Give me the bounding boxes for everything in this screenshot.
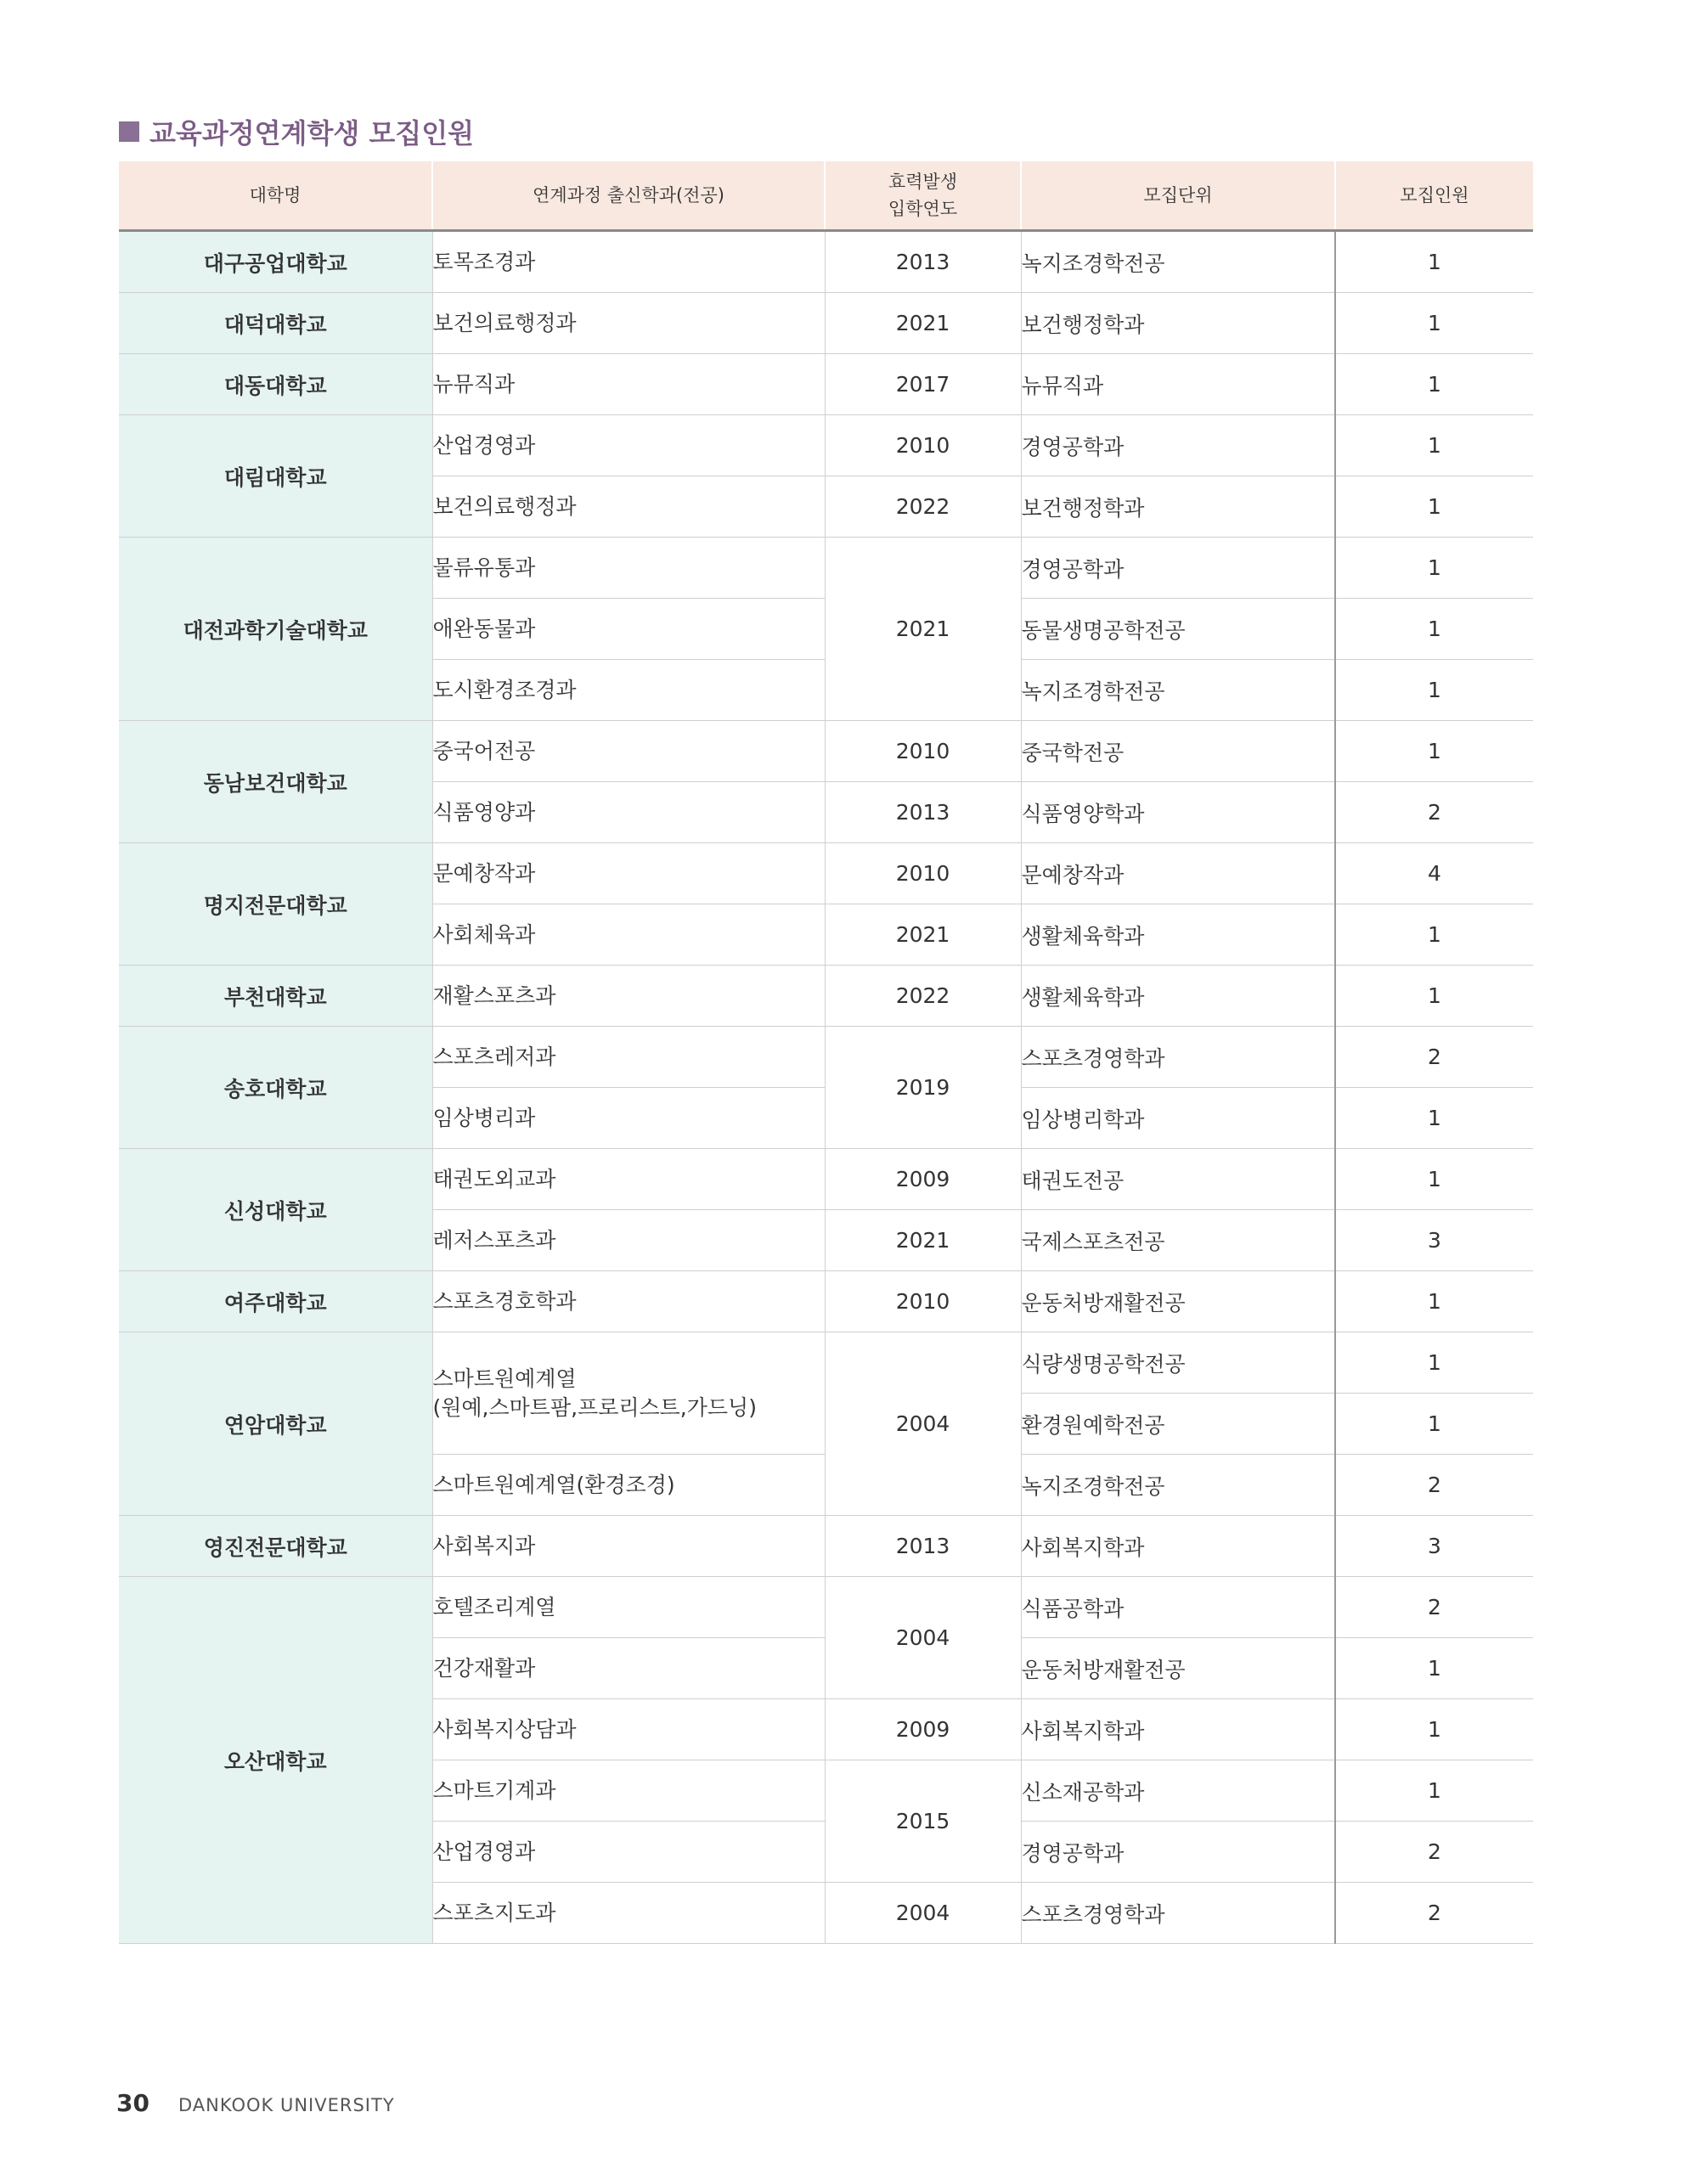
- dept-cell: 도시환경조경과: [432, 660, 825, 721]
- dept-cell: 레저스포츠과: [432, 1210, 825, 1271]
- dept-cell: 애완동물과: [432, 599, 825, 660]
- header-unit: 모집단위: [1021, 161, 1335, 231]
- unit-cell: 보건행정학과: [1021, 476, 1335, 538]
- university-cell: 대구공업대학교: [119, 231, 432, 293]
- year-cell: 2021: [825, 904, 1021, 966]
- dept-cell: 보건의료행정과: [432, 476, 825, 538]
- footer-university-name: DANKOOK UNIVERSITY: [178, 2095, 395, 2115]
- unit-cell: 식품공학과: [1021, 1577, 1335, 1638]
- unit-cell: 스포츠경영학과: [1021, 1883, 1335, 1944]
- count-cell: 1: [1335, 1271, 1533, 1332]
- count-cell: 3: [1335, 1516, 1533, 1577]
- dept-cell: 스포츠지도과: [432, 1883, 825, 1944]
- dept-cell: 문예창작과: [432, 843, 825, 904]
- unit-cell: 사회복지학과: [1021, 1699, 1335, 1760]
- university-cell: 부천대학교: [119, 966, 432, 1027]
- unit-cell: 사회복지학과: [1021, 1516, 1335, 1577]
- count-cell: 1: [1335, 538, 1533, 599]
- dept-cell: 사회체육과: [432, 904, 825, 966]
- unit-cell: 동물생명공학전공: [1021, 599, 1335, 660]
- table-row: [119, 1332, 1533, 1394]
- header-university: 대학명: [119, 161, 432, 231]
- unit-cell: 보건행정학과: [1021, 293, 1335, 354]
- section-title: [119, 110, 474, 153]
- dept-cell: 호텔조리계열: [432, 1577, 825, 1638]
- recruitment-table: [119, 161, 1533, 1944]
- dept-cell: 스마트기계과: [432, 1760, 825, 1822]
- unit-cell: 경영공학과: [1021, 415, 1335, 476]
- dept-cell: 산업경영과: [432, 1822, 825, 1883]
- table-row: [119, 538, 1533, 599]
- unit-cell: 중국학전공: [1021, 721, 1335, 782]
- university-cell: 여주대학교: [119, 1271, 432, 1332]
- university-cell: 명지전문대학교: [119, 843, 432, 966]
- dept-cell: 건강재활과: [432, 1638, 825, 1699]
- count-cell: 2: [1335, 782, 1533, 843]
- count-cell: 1: [1335, 599, 1533, 660]
- year-cell: 2019: [825, 1027, 1021, 1149]
- count-cell: 1: [1335, 1332, 1533, 1394]
- table-row: [119, 231, 1533, 293]
- dept-cell: 뉴뮤직과: [432, 354, 825, 415]
- dept-cell: 사회복지과: [432, 1516, 825, 1577]
- year-cell: 2009: [825, 1149, 1021, 1210]
- year-cell: 2013: [825, 782, 1021, 843]
- page-number: 30: [116, 2089, 149, 2117]
- year-cell: 2004: [825, 1577, 1021, 1699]
- count-cell: 1: [1335, 354, 1533, 415]
- count-cell: 1: [1335, 231, 1533, 293]
- year-cell: 2010: [825, 843, 1021, 904]
- dept-line1: 스마트원예계열: [432, 1366, 577, 1391]
- count-cell: 1: [1335, 660, 1533, 721]
- university-cell: 영진전문대학교: [119, 1516, 432, 1577]
- university-cell: 대덕대학교: [119, 293, 432, 354]
- dept-cell: 보건의료행정과: [432, 293, 825, 354]
- count-cell: 2: [1335, 1822, 1533, 1883]
- university-cell: 대림대학교: [119, 415, 432, 538]
- university-cell: 대전과학기술대학교: [119, 538, 432, 721]
- dept-cell: 스마트원예계열(환경조경): [432, 1455, 825, 1516]
- university-cell: 신성대학교: [119, 1149, 432, 1271]
- year-cell: 2010: [825, 1271, 1021, 1332]
- count-cell: 2: [1335, 1883, 1533, 1944]
- count-cell: 1: [1335, 1699, 1533, 1760]
- count-cell: 1: [1335, 1760, 1533, 1822]
- header-year-line2: 입학연도: [888, 199, 958, 219]
- year-cell: 2015: [825, 1760, 1021, 1883]
- university-cell: 대동대학교: [119, 354, 432, 415]
- count-cell: 1: [1335, 476, 1533, 538]
- unit-cell: 생활체육학과: [1021, 966, 1335, 1027]
- count-cell: 1: [1335, 415, 1533, 476]
- unit-cell: 녹지조경학전공: [1021, 1455, 1335, 1516]
- page-footer: [116, 2089, 395, 2117]
- table-row: [119, 1027, 1533, 1088]
- header-count: 모집인원: [1335, 161, 1533, 231]
- dept-cell: 식품영양과: [432, 782, 825, 843]
- year-cell: 2021: [825, 538, 1021, 721]
- table-row: [119, 843, 1533, 904]
- count-cell: 1: [1335, 966, 1533, 1027]
- year-cell: 2021: [825, 1210, 1021, 1271]
- year-cell: 2022: [825, 966, 1021, 1027]
- unit-cell: 스포츠경영학과: [1021, 1027, 1335, 1088]
- year-cell: 2017: [825, 354, 1021, 415]
- unit-cell: 태권도전공: [1021, 1149, 1335, 1210]
- dept-cell: [432, 1332, 825, 1455]
- year-cell: 2009: [825, 1699, 1021, 1760]
- table-body: [119, 231, 1533, 1944]
- dept-cell: 스포츠레저과: [432, 1027, 825, 1088]
- table-row: [119, 1577, 1533, 1638]
- dept-line2: (원예,스마트팜,프로리스트,가드닝): [432, 1394, 757, 1420]
- dept-cell: 태권도외교과: [432, 1149, 825, 1210]
- count-cell: 2: [1335, 1027, 1533, 1088]
- dept-cell: 중국어전공: [432, 721, 825, 782]
- dept-cell: 재활스포츠과: [432, 966, 825, 1027]
- year-cell: 2010: [825, 415, 1021, 476]
- square-bullet-icon: [119, 121, 139, 142]
- count-cell: 1: [1335, 721, 1533, 782]
- unit-cell: 녹지조경학전공: [1021, 660, 1335, 721]
- year-cell: 2013: [825, 1516, 1021, 1577]
- header-dept: 연계과정 출신학과(전공): [432, 161, 825, 231]
- table-row: [119, 293, 1533, 354]
- table-row: [119, 966, 1533, 1027]
- unit-cell: 경영공학과: [1021, 1822, 1335, 1883]
- year-cell: 2004: [825, 1883, 1021, 1944]
- unit-cell: 신소재공학과: [1021, 1760, 1335, 1822]
- year-cell: 2022: [825, 476, 1021, 538]
- table-row: [119, 1271, 1533, 1332]
- count-cell: 1: [1335, 1638, 1533, 1699]
- count-cell: 1: [1335, 1394, 1533, 1455]
- university-cell: 송호대학교: [119, 1027, 432, 1149]
- count-cell: 1: [1335, 293, 1533, 354]
- year-cell: 2004: [825, 1332, 1021, 1516]
- dept-cell: 사회복지상담과: [432, 1699, 825, 1760]
- count-cell: 1: [1335, 904, 1533, 966]
- unit-cell: 운동처방재활전공: [1021, 1638, 1335, 1699]
- dept-cell: 산업경영과: [432, 415, 825, 476]
- university-cell: 오산대학교: [119, 1577, 432, 1944]
- table-row: [119, 1516, 1533, 1577]
- dept-cell: 물류유통과: [432, 538, 825, 599]
- unit-cell: 생활체육학과: [1021, 904, 1335, 966]
- university-cell: 연암대학교: [119, 1332, 432, 1516]
- unit-cell: 임상병리학과: [1021, 1088, 1335, 1149]
- dept-cell: 스포츠경호학과: [432, 1271, 825, 1332]
- header-year-line1: 효력발생: [888, 172, 958, 192]
- table-header-row: [119, 161, 1533, 231]
- table-row: [119, 415, 1533, 476]
- university-cell: 동남보건대학교: [119, 721, 432, 843]
- table-row: [119, 1149, 1533, 1210]
- unit-cell: 식품영양학과: [1021, 782, 1335, 843]
- unit-cell: 경영공학과: [1021, 538, 1335, 599]
- unit-cell: 운동처방재활전공: [1021, 1271, 1335, 1332]
- table-row: [119, 721, 1533, 782]
- header-year: [825, 161, 1021, 231]
- table-row: [119, 354, 1533, 415]
- unit-cell: 뉴뮤직과: [1021, 354, 1335, 415]
- unit-cell: 녹지조경학전공: [1021, 231, 1335, 293]
- unit-cell: 문예창작과: [1021, 843, 1335, 904]
- unit-cell: 식량생명공학전공: [1021, 1332, 1335, 1394]
- dept-cell: 토목조경과: [432, 231, 825, 293]
- year-cell: 2010: [825, 721, 1021, 782]
- count-cell: 2: [1335, 1577, 1533, 1638]
- count-cell: 3: [1335, 1210, 1533, 1271]
- count-cell: 1: [1335, 1149, 1533, 1210]
- section-title-text: 교육과정연계학생 모집인원: [149, 117, 475, 149]
- count-cell: 4: [1335, 843, 1533, 904]
- count-cell: 2: [1335, 1455, 1533, 1516]
- unit-cell: 환경원예학전공: [1021, 1394, 1335, 1455]
- count-cell: 1: [1335, 1088, 1533, 1149]
- dept-cell: 임상병리과: [432, 1088, 825, 1149]
- year-cell: 2021: [825, 293, 1021, 354]
- year-cell: 2013: [825, 231, 1021, 293]
- unit-cell: 국제스포츠전공: [1021, 1210, 1335, 1271]
